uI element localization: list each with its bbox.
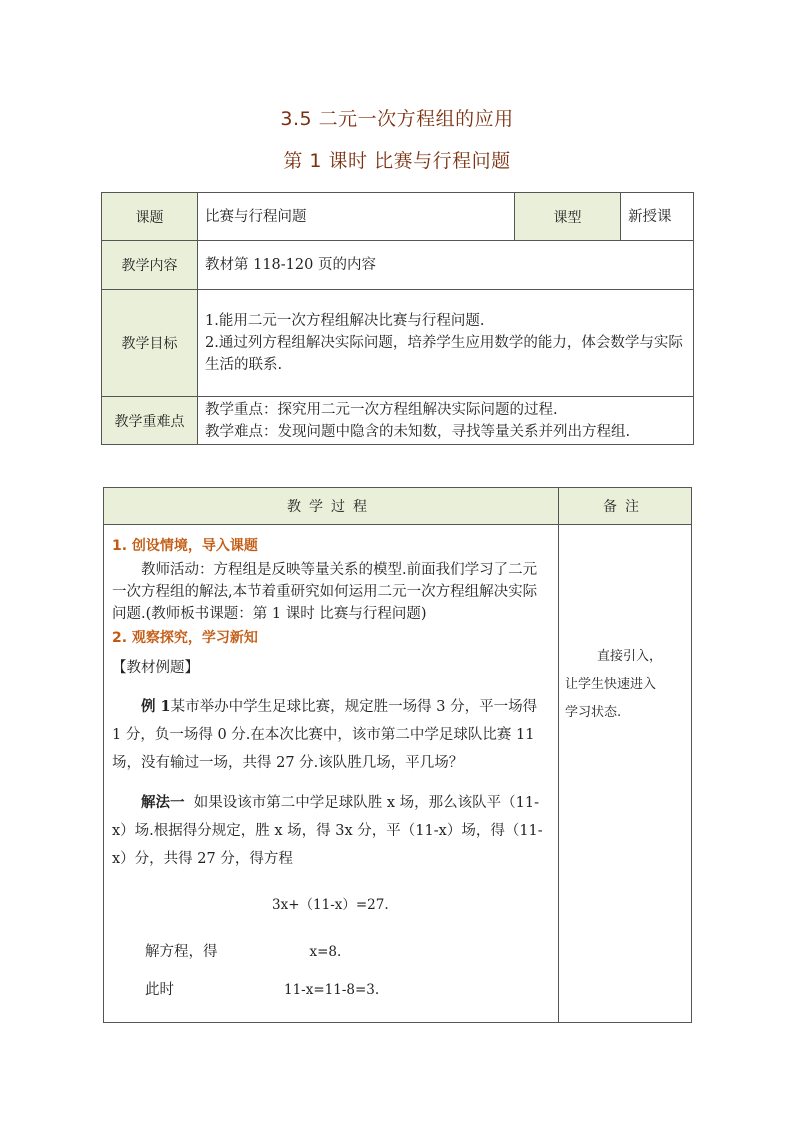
note-line-1: 直接引入，	[597, 649, 663, 664]
solution-1-text: 如果设该市第二中学足球队胜 x 场，那么该队平（11-x）场.根据得分规定，胜 x 场，得 3x 分，平（11-x）场，得（11-x）分，共得 27 分，得方程	[112, 795, 543, 867]
process-content	[104, 525, 559, 1023]
goal-label: 教学目标	[102, 290, 198, 397]
solve-label: 解方程，得	[145, 944, 218, 960]
process-header-row	[104, 488, 692, 525]
note-line-2: 让学生快速进入	[565, 677, 657, 692]
note-line-3: 学习状态.	[565, 705, 622, 720]
topic-label: 课题	[102, 193, 198, 241]
key-value	[198, 397, 694, 445]
solve-line	[112, 941, 550, 963]
solution-1	[112, 789, 550, 873]
key-row	[102, 397, 694, 445]
process-header: 教学过程	[104, 488, 559, 525]
textbook-example-label: 【教材例题】	[112, 660, 199, 676]
notes-header: 备注	[559, 488, 692, 525]
example-1-label: 例 1	[141, 698, 171, 715]
goal-row	[102, 290, 694, 397]
lesson-title: 3.5 二元一次方程组的应用	[280, 108, 514, 130]
key-point-2: 教学难点：发现问题中隐含的未知数，寻找等量关系并列出方程组.	[205, 423, 631, 440]
section-1-text: 教师活动：方程组是反映等量关系的模型.前面我们学习了二元一次方程组的解法,本节着重研究如何运用二元一次方程组解决实际问题.(教师板书课题：第 1 课时 比赛与行程问题)	[112, 562, 538, 622]
then-line	[112, 979, 550, 1001]
goal-item-2: 2.通过列方程组解决实际问题，培养学生应用数学的能力，体会数学与实际生活的联系.	[205, 335, 683, 373]
content-row	[102, 241, 694, 290]
solve-result: x=8.	[309, 944, 342, 960]
key-point-1: 教学重点：探究用二元一次方程组解决实际问题的过程.	[205, 401, 558, 418]
example-1-text: 某市举办中学生足球比赛，规定胜一场得 3 分，平一场得 1 分，负一场得 0 分.在本次比赛中，该市第二中学足球队比赛 11 场，没有输过一场，共得 27 分.该队胜几场，平几场？	[112, 699, 538, 771]
section-1-title: 1. 创设情境，导入课题	[112, 538, 258, 554]
lesson-info-table	[101, 192, 694, 445]
then-label: 此时	[145, 982, 174, 998]
goal-item-1: 1.能用二元一次方程组解决比赛与行程问题.	[205, 313, 485, 329]
topic-row	[102, 193, 694, 241]
goal-value	[198, 290, 694, 397]
then-result: 11-x=11-8=3.	[284, 982, 380, 998]
content-label: 教学内容	[102, 241, 198, 290]
type-value: 新授课	[621, 193, 694, 241]
type-label: 课型	[515, 193, 621, 241]
example-1	[112, 693, 550, 777]
content-value: 教材第 118-120 页的内容	[198, 241, 694, 290]
notes-content	[559, 525, 692, 1023]
solution-1-label: 解法一	[141, 794, 185, 811]
topic-value: 比赛与行程问题	[198, 193, 515, 241]
lesson-subtitle: 第 1 课时 比赛与行程问题	[283, 150, 511, 172]
teaching-process-table	[103, 487, 692, 1023]
key-label: 教学重难点	[102, 397, 198, 445]
section-2-title: 2. 观察探究，学习新知	[112, 630, 258, 646]
equation: 3x+（11-x）=27.	[272, 897, 389, 913]
process-body-row	[104, 525, 692, 1023]
